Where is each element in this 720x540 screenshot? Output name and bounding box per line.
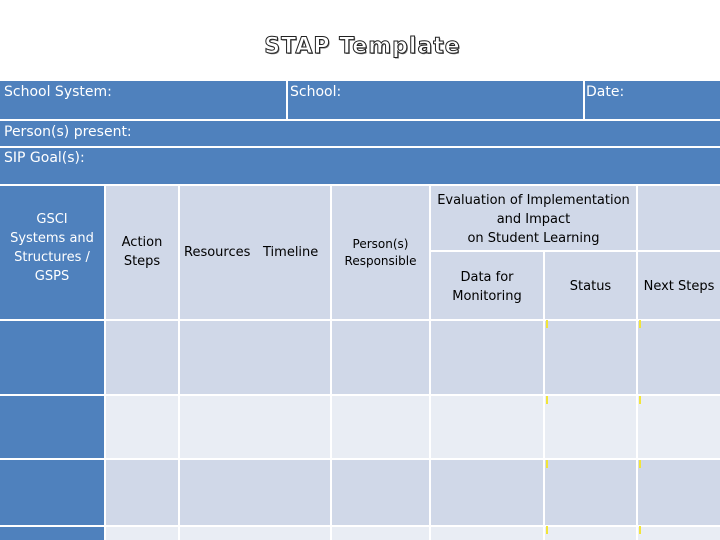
persons-responsible-header-text: Person(s) Responsible — [344, 237, 417, 268]
table-row-4-cell[interactable] — [638, 527, 720, 540]
persons-present-row[interactable] — [0, 121, 720, 146]
timeline-header-text: Timeline — [263, 245, 319, 260]
action-steps-header-text: Action Steps — [121, 235, 163, 269]
table-row-2-cell[interactable] — [545, 396, 636, 458]
table-row-1-cell[interactable] — [545, 321, 636, 394]
table-row-3-cell[interactable] — [332, 460, 429, 525]
table-row-1-cell[interactable] — [638, 321, 720, 394]
table-row-2-first-cell[interactable] — [0, 396, 104, 458]
cursor-marker — [639, 396, 641, 404]
table-row-2-cell[interactable] — [106, 396, 178, 458]
table-row-3-cell[interactable] — [545, 460, 636, 525]
resources-header-text: Resources — [184, 245, 251, 260]
table-row-1-cell[interactable] — [180, 321, 330, 394]
school-cell[interactable] — [288, 81, 583, 119]
status-header — [545, 252, 636, 319]
cursor-marker — [546, 460, 548, 468]
persons-responsible-header — [332, 186, 429, 319]
page-title: STAP Template — [264, 34, 461, 59]
persons-present-label: Person(s) present: — [4, 124, 132, 140]
table-row-4-cell[interactable] — [180, 527, 330, 540]
date-cell[interactable] — [585, 81, 720, 119]
cursor-marker — [639, 320, 641, 328]
cursor-marker — [546, 526, 548, 534]
next-steps-header — [638, 252, 720, 319]
table-row-2-cell[interactable] — [180, 396, 330, 458]
table-row-2-cell[interactable] — [638, 396, 720, 458]
table-row-3-cell[interactable] — [431, 460, 543, 525]
table-row-4-cell[interactable] — [545, 527, 636, 540]
table-row-4-cell[interactable] — [332, 527, 429, 540]
table-row-1-cell[interactable] — [106, 321, 178, 394]
gsci-header-text: GSCI Systems and Structures / GSPS — [10, 212, 94, 284]
table-row-3-first-cell[interactable] — [0, 460, 104, 525]
cursor-marker — [546, 320, 548, 328]
cursor-marker — [546, 396, 548, 404]
school-system-label: School System: — [4, 84, 112, 100]
evaluation-header-extra — [638, 186, 720, 250]
table-row-2-cell[interactable] — [431, 396, 543, 458]
school-system-cell[interactable] — [0, 81, 286, 119]
table-row-3-cell[interactable] — [638, 460, 720, 525]
table-row-1-first-cell[interactable] — [0, 321, 104, 394]
table-row-3-cell[interactable] — [106, 460, 178, 525]
cursor-marker — [639, 460, 641, 468]
date-label: Date: — [586, 84, 625, 100]
sip-goals-label: SIP Goal(s): — [4, 150, 85, 166]
next-steps-header-text: Next Steps — [643, 279, 715, 294]
status-header-text: Status — [569, 279, 612, 294]
evaluation-header — [431, 186, 636, 250]
data-monitoring-header-text: Data for Monitoring — [452, 270, 522, 304]
table-row-4-cell[interactable] — [106, 527, 178, 540]
sip-goals-row[interactable] — [0, 148, 720, 184]
data-monitoring-header — [431, 252, 543, 319]
table-row-1-cell[interactable] — [332, 321, 429, 394]
table-row-4-first-cell[interactable] — [0, 527, 104, 540]
evaluation-header-text: Evaluation of Implementation and Impact on Student Learning — [437, 193, 630, 246]
table-row-1-cell[interactable] — [431, 321, 543, 394]
table-row-3-cell[interactable] — [180, 460, 330, 525]
cursor-marker — [639, 526, 641, 534]
table-row-4-cell[interactable] — [431, 527, 543, 540]
school-label: School: — [290, 84, 342, 100]
resources-header — [180, 186, 330, 319]
gsci-column-header — [0, 186, 104, 319]
table-row-2-cell[interactable] — [332, 396, 429, 458]
action-steps-header — [106, 186, 178, 319]
